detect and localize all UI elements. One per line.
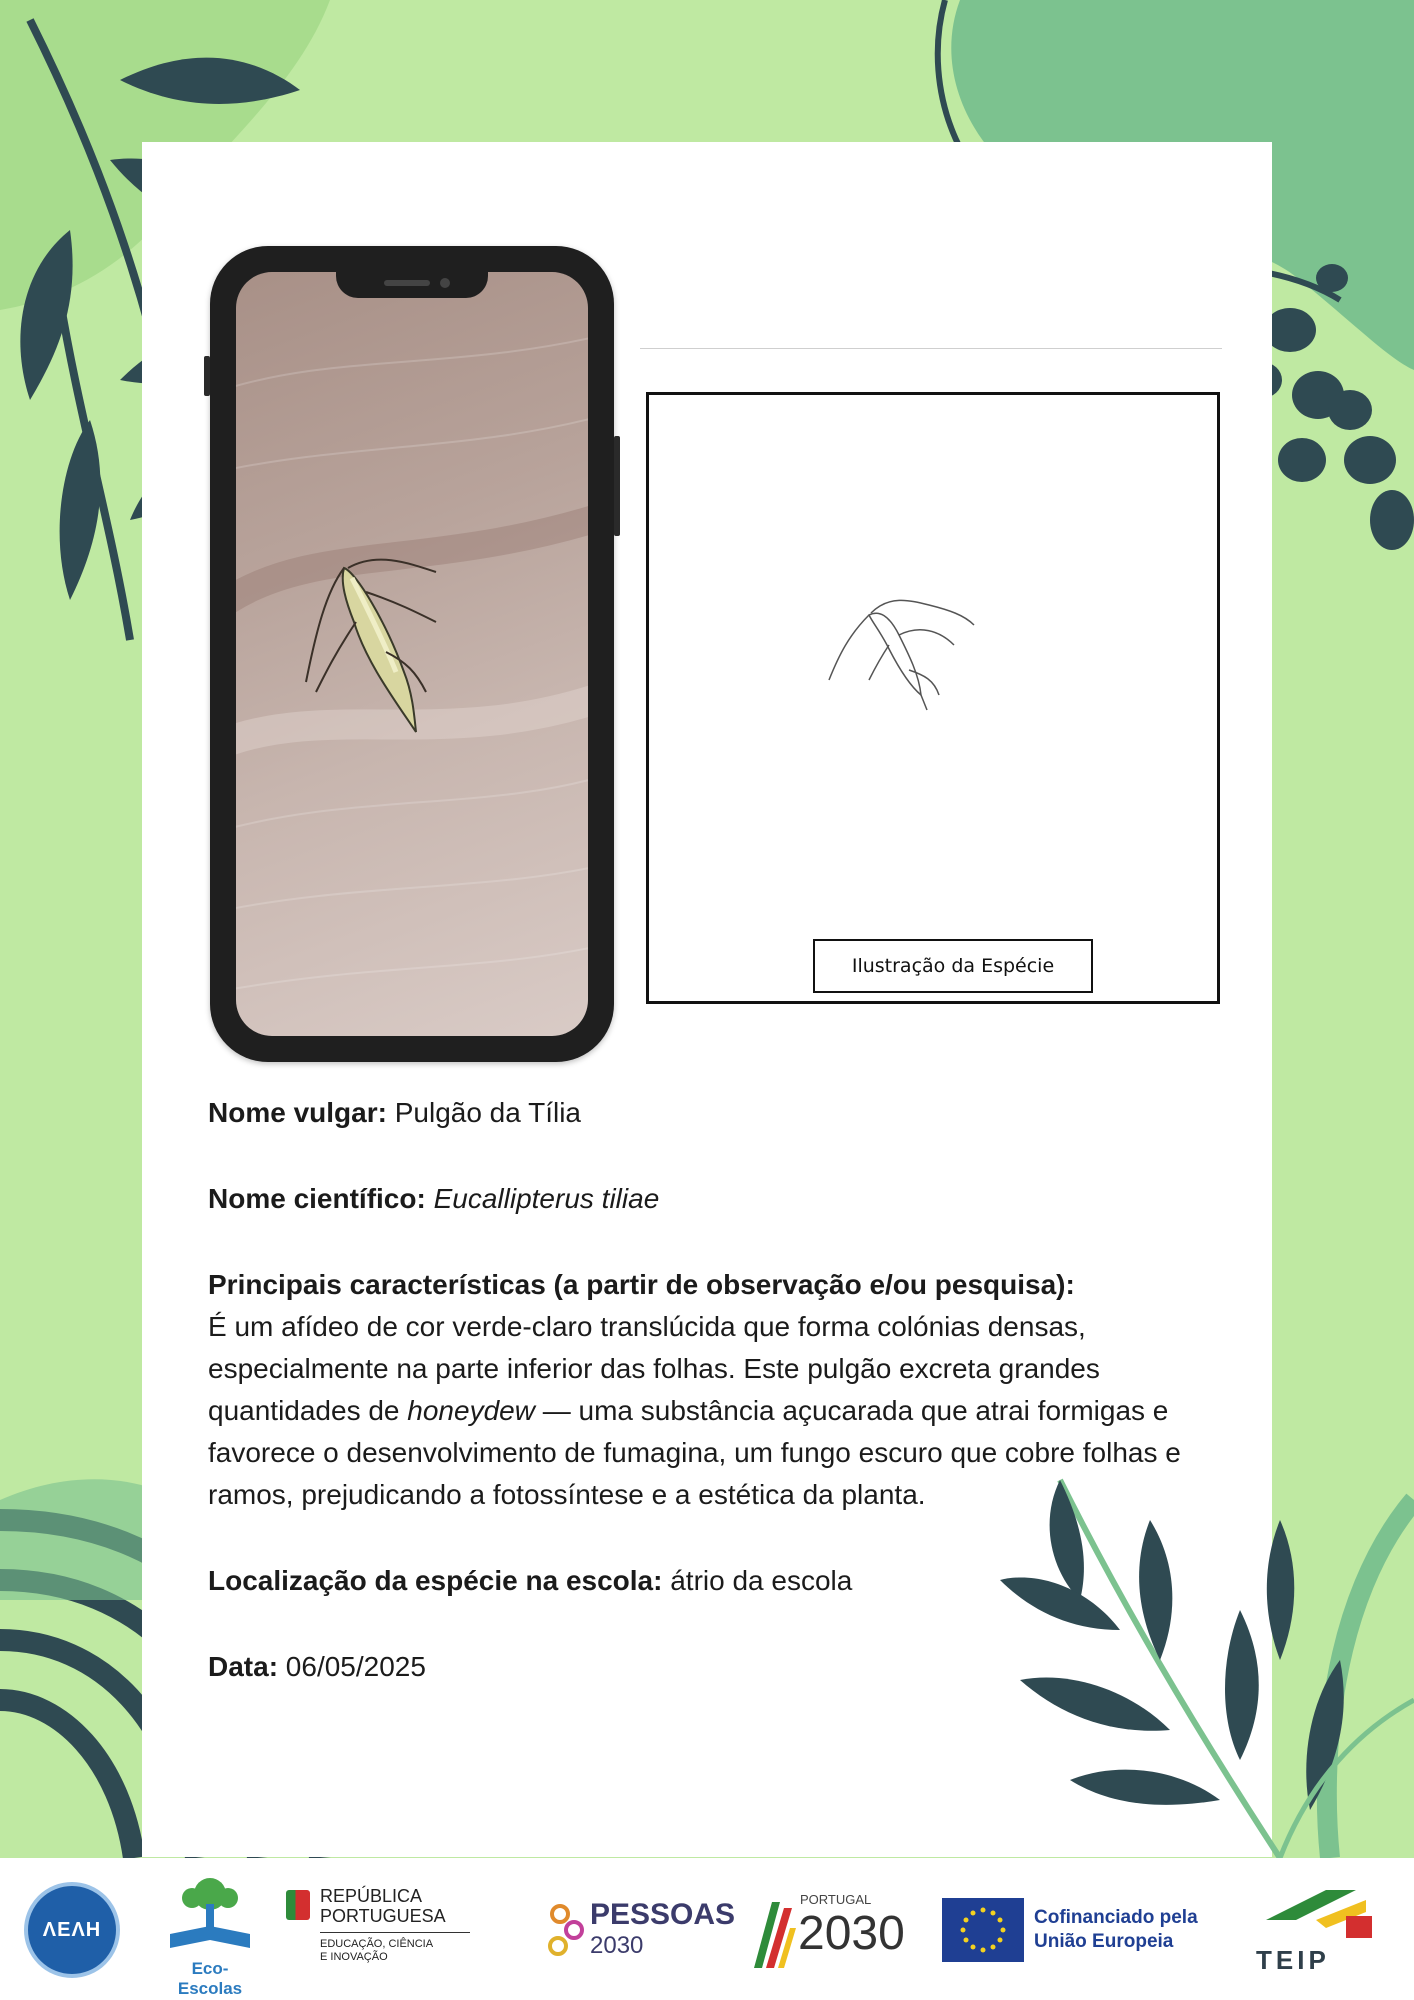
characteristics-part1: É um afídeo de cor verde-claro translúcida que forma colónias densas, especialmente na parte inferior das folhas. Este pulgão excreta grandes quantidades de bbox=[208, 1311, 1100, 1426]
portugal-year: 2030 bbox=[798, 1907, 905, 1960]
portugal-text: PORTUGAL bbox=[800, 1892, 872, 1907]
common-name-value: Pulgão da Tília bbox=[394, 1097, 581, 1128]
eco-escolas-logo bbox=[160, 1874, 260, 1998]
footer-logos bbox=[0, 1858, 1414, 2000]
portugal-2030-icon bbox=[750, 1898, 796, 1970]
pessoas-icon bbox=[546, 1904, 586, 1960]
location-row bbox=[208, 1560, 1208, 1602]
divider-line bbox=[640, 348, 1222, 349]
location-value: átrio da escola bbox=[670, 1565, 853, 1596]
characteristics-heading bbox=[208, 1264, 1208, 1306]
illustration-label: Ilustração da Espécie bbox=[813, 939, 1093, 993]
characteristics-label: Principais características (a partir de observação e/ou pesquisa): bbox=[208, 1269, 1075, 1300]
eu-cofinanced-logo bbox=[942, 1898, 1202, 1968]
eu-flag-icon bbox=[942, 1898, 1024, 1962]
portugal-flag-icon bbox=[286, 1890, 310, 1920]
pessoas-text: PESSOAS bbox=[590, 1898, 736, 1931]
scientific-name-value: Eucallipterus tiliae bbox=[433, 1183, 660, 1214]
republica-portuguesa-logo bbox=[286, 1886, 486, 1976]
species-photo bbox=[236, 272, 588, 1036]
phone-camera bbox=[440, 278, 450, 288]
eu-line1: Cofinanciado pela bbox=[1034, 1907, 1198, 1928]
aeah-logo-text: ΛΕΛΗ bbox=[42, 1918, 102, 1941]
eu-line2: União Europeia bbox=[1034, 1931, 1174, 1952]
republica-line2: PORTUGUESA bbox=[320, 1906, 446, 1926]
species-drawing bbox=[809, 585, 1009, 735]
date-label: Data: bbox=[208, 1651, 279, 1682]
portugal-2030-logo bbox=[750, 1892, 910, 1972]
common-name-row bbox=[208, 1092, 1208, 1134]
species-info bbox=[208, 1092, 1208, 1688]
republica-sub2: E INOVAÇÃO bbox=[320, 1951, 388, 1963]
characteristics-italic: honeydew bbox=[407, 1395, 535, 1426]
date-value: 06/05/2025 bbox=[285, 1651, 426, 1682]
common-name-label: Nome vulgar: bbox=[208, 1097, 387, 1128]
aphid-insect bbox=[306, 560, 436, 732]
pessoas-year: 2030 bbox=[590, 1932, 644, 1959]
characteristics-text bbox=[208, 1306, 1208, 1516]
location-label: Localização da espécie na escola: bbox=[208, 1565, 663, 1596]
teip-logo bbox=[1256, 1880, 1386, 1990]
pessoas-2030-logo bbox=[546, 1898, 736, 1968]
eco-escolas-text: Eco-Escolas bbox=[177, 1959, 243, 1998]
phone-speaker bbox=[384, 280, 430, 286]
teip-text: TEIP bbox=[1256, 1945, 1330, 1975]
aeah-logo bbox=[24, 1882, 120, 1978]
phone-button-left bbox=[204, 356, 210, 396]
republica-line1: REPÚBLICA bbox=[320, 1886, 423, 1906]
phone-notch bbox=[336, 272, 488, 298]
scientific-name-label: Nome científico: bbox=[208, 1183, 426, 1214]
date-row bbox=[208, 1646, 1208, 1688]
illustration-box bbox=[646, 392, 1220, 1004]
aphid-photo-illustration bbox=[236, 272, 588, 1036]
scientific-name-row bbox=[208, 1178, 1208, 1220]
republica-sub1: EDUCAÇÃO, CIÊNCIA bbox=[320, 1938, 434, 1950]
phone-mockup bbox=[210, 246, 614, 1062]
characteristics-part2: — uma substância açucarada que atrai formigas e favorece o desenvolvimento de fumagina, um fungo escuro que cobre folhas e ramos, prejudicando a fotossíntese e a estética da planta. bbox=[208, 1395, 1181, 1510]
eco-escolas-icon bbox=[160, 1874, 260, 1954]
teip-icon bbox=[1256, 1880, 1376, 1940]
phone-button-right bbox=[614, 436, 620, 536]
